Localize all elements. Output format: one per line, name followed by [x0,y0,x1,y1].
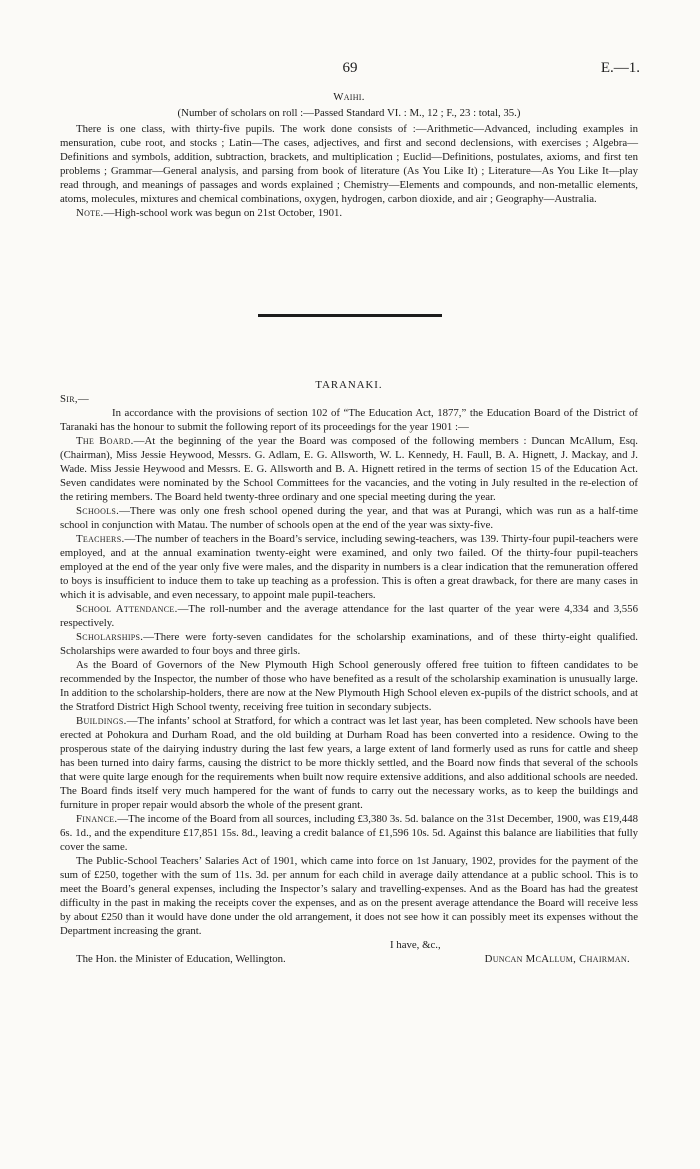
paragraph-text: —The roll-number and the average attendance for the last quarter of the year were 4,334 and 3,556 respectively. [60,603,638,629]
paragraph-text: —The infants’ school at Stratford, for which a contract was let last year, has been completed. New schools have been erected at Pohokura and Durham Road, and the old building at Durham Road has been converted into a residence. Owing to the prosperous state of the dairying industry during the last few years, a large extent of land formerly used as runs for cattle and sheep has been turned into dairy farms, causing the district to be more thickly settled, and the Board now finds that several of the schools that were quite large enough for the requirements when built now require extensive additions, and also additional schools are needed. The Board finds itself very much hampered for the want of funds to carry out the necessary works, as to keep the buildings and furniture in proper repair would absorb the whole of the present grant. [60,715,638,811]
report-paragraph [60,812,638,854]
section-divider [258,314,442,317]
report-paragraph [60,532,638,602]
waihi-title: Waihi. [333,91,365,103]
note-text: —High-school work was begun on 21st October, 1901. [103,207,343,219]
waihi-body: There is one class, with thirty-five pupils. The work done consists of :—Arithmetic—Advanced, including examples in mensuration, cube root, and stocks ; Latin—The cases, adjectives, and first and second declensions, with exercises ; Algebra—Definitions and symbols, addition, subtraction, brackets, and multiplication ; Euclid—Definitions, postulates, axioms, and first ten problems ; Grammar—General analysis, and parsing from book of literature (As You Like It) ; Literature—As You Like It—play read through, and meanings of passages and words explained ; Chemistry—Elements and compounds, and non-metallic elements, atoms, molecules, mixtures and chemical combinations, oxygen, hydrogen, carbon dioxide, and air ; Geography—Australia. [60,123,638,205]
waihi-section [60,90,638,220]
paragraph-heading: Buildings. [76,715,127,727]
report-paragraph [60,658,638,714]
intro-paragraph: In accordance with the provisions of section 102 of “The Education Act, 1877,” the Education Board of the District of Taranaki has the honour to submit the following report of its proceedings for the year 1901 :— [60,407,638,433]
paragraph-heading: School Attendance. [76,603,178,615]
report-paragraph [60,630,638,658]
paragraph-heading: Finance. [76,813,118,825]
paragraph-text: The Public-School Teachers’ Salaries Act of 1901, which came into force on 1st January, 1902, provides for the payment of the sum of £250, together with the sum of 11s. 3d. per annum for each child in average daily attendance at a public school. This is to meet the Board’s general expenses, including the Inspector’s salary and travelling-expenses. And as the Board has had the greatest difficulty in the past in making the receipts cover the expenses, and as on the present average attendance the Board will receive less by about £250 than it would have done under the old arrangement, it does not see how it can possibly meet its expenses without the Department increasing the grant. [60,855,638,937]
paragraph-text: —The number of teachers in the Board’s service, including sewing-teachers, was 139. Thirty-four pupil-teachers were employed, and at the annual examination twenty-eight were examined, and only two failed. Of the thirty-four pupil-teachers employed at the end of the year only five were males, and the disparity in numbers is a clear indication that the remuneration offered to boys is insufficient to induce them to take up teaching as a profession. This is often a great drawback, for there are many cases in which it is advisable, and even necessary, to appoint male pupil-teachers. [60,533,638,601]
note-label: Note. [76,207,104,219]
paragraph-heading: Scholarships. [76,631,144,643]
paragraph-heading: Schools. [76,505,120,517]
salutation: Sir,— [60,393,90,405]
page-number: 69 [342,60,358,76]
report-paragraph [60,434,638,504]
paragraph-text: —The income of the Board from all sources, including £3,380 3s. 5d. balance on the 31st December, 1900, was £19,448 6s. 1d., and the expenditure £17,851 15s. 8d., leaving a credit balance of £1,596 10s. 5d. Against this balance are liabilities that fully cover the same. [60,813,638,853]
taranaki-section [60,378,638,966]
report-sections [60,434,638,938]
signatory: Duncan McAllum, Chairman. [484,953,630,965]
taranaki-title: TARANAKI. [315,379,383,391]
waihi-note [60,206,638,220]
page-header [0,60,700,80]
page-reference: E.—1. [600,60,640,76]
closing-line: I have, &c., [390,939,441,951]
report-paragraph [60,854,638,938]
paragraph-text: —There was only one fresh school opened during the year, and that was at Purangi, which was run as a half-time school in conjunction with Matau. The number of schools open at the end of the year was sixty-five. [60,505,638,531]
paragraph-text: As the Board of Governors of the New Plymouth High School generously offered free tuition to fifteen candidates to be recommended by the Inspector, the number of those who have benefited as a result of the scholarship examination is unusually large. In addition to the scholarship-holders, there are now at the New Plymouth High School eleven ex-pupils of the district schools, and at the Stratford District High School twenty, receiving free tuition in secondary subjects. [60,659,638,713]
paragraph-heading: The Board. [76,435,134,447]
report-paragraph [60,714,638,812]
report-paragraph [60,504,638,532]
signature-row [60,952,638,966]
paragraph-text: —There were forty-seven candidates for the scholarship examinations, and of these thirty-eight qualified. Scholarships were awarded to four boys and three girls. [60,631,638,657]
paragraph-text: —At the beginning of the year the Board was composed of the following members : Duncan McAllum, Esq. (Chairman), Miss Jessie Heywood, Messrs. G. Adlam, E. G. Allsworth, W. L. Kennedy, H. Faull, B. A. Hignett, J. Mackay, and J. Wade. Miss Jessie Heywood and Messrs. E. G. Allsworth and B. A. Hignett retired in the terms of section 15 of the Education Act. Seven candidates were nominated by the School Committees for the vacancies, and the voting in July resulted in the re-election of the retiring members. The Board held twenty-three ordinary and one special meeting during the year. [60,435,639,503]
report-paragraph [60,602,638,630]
addressee: The Hon. the Minister of Education, Wellington. [76,953,286,965]
waihi-subtitle: (Number of scholars on roll :—Passed Standard VI. : M., 12 ; F., 23 : total, 35.) [177,107,521,119]
paragraph-heading: Teachers. [76,533,125,545]
